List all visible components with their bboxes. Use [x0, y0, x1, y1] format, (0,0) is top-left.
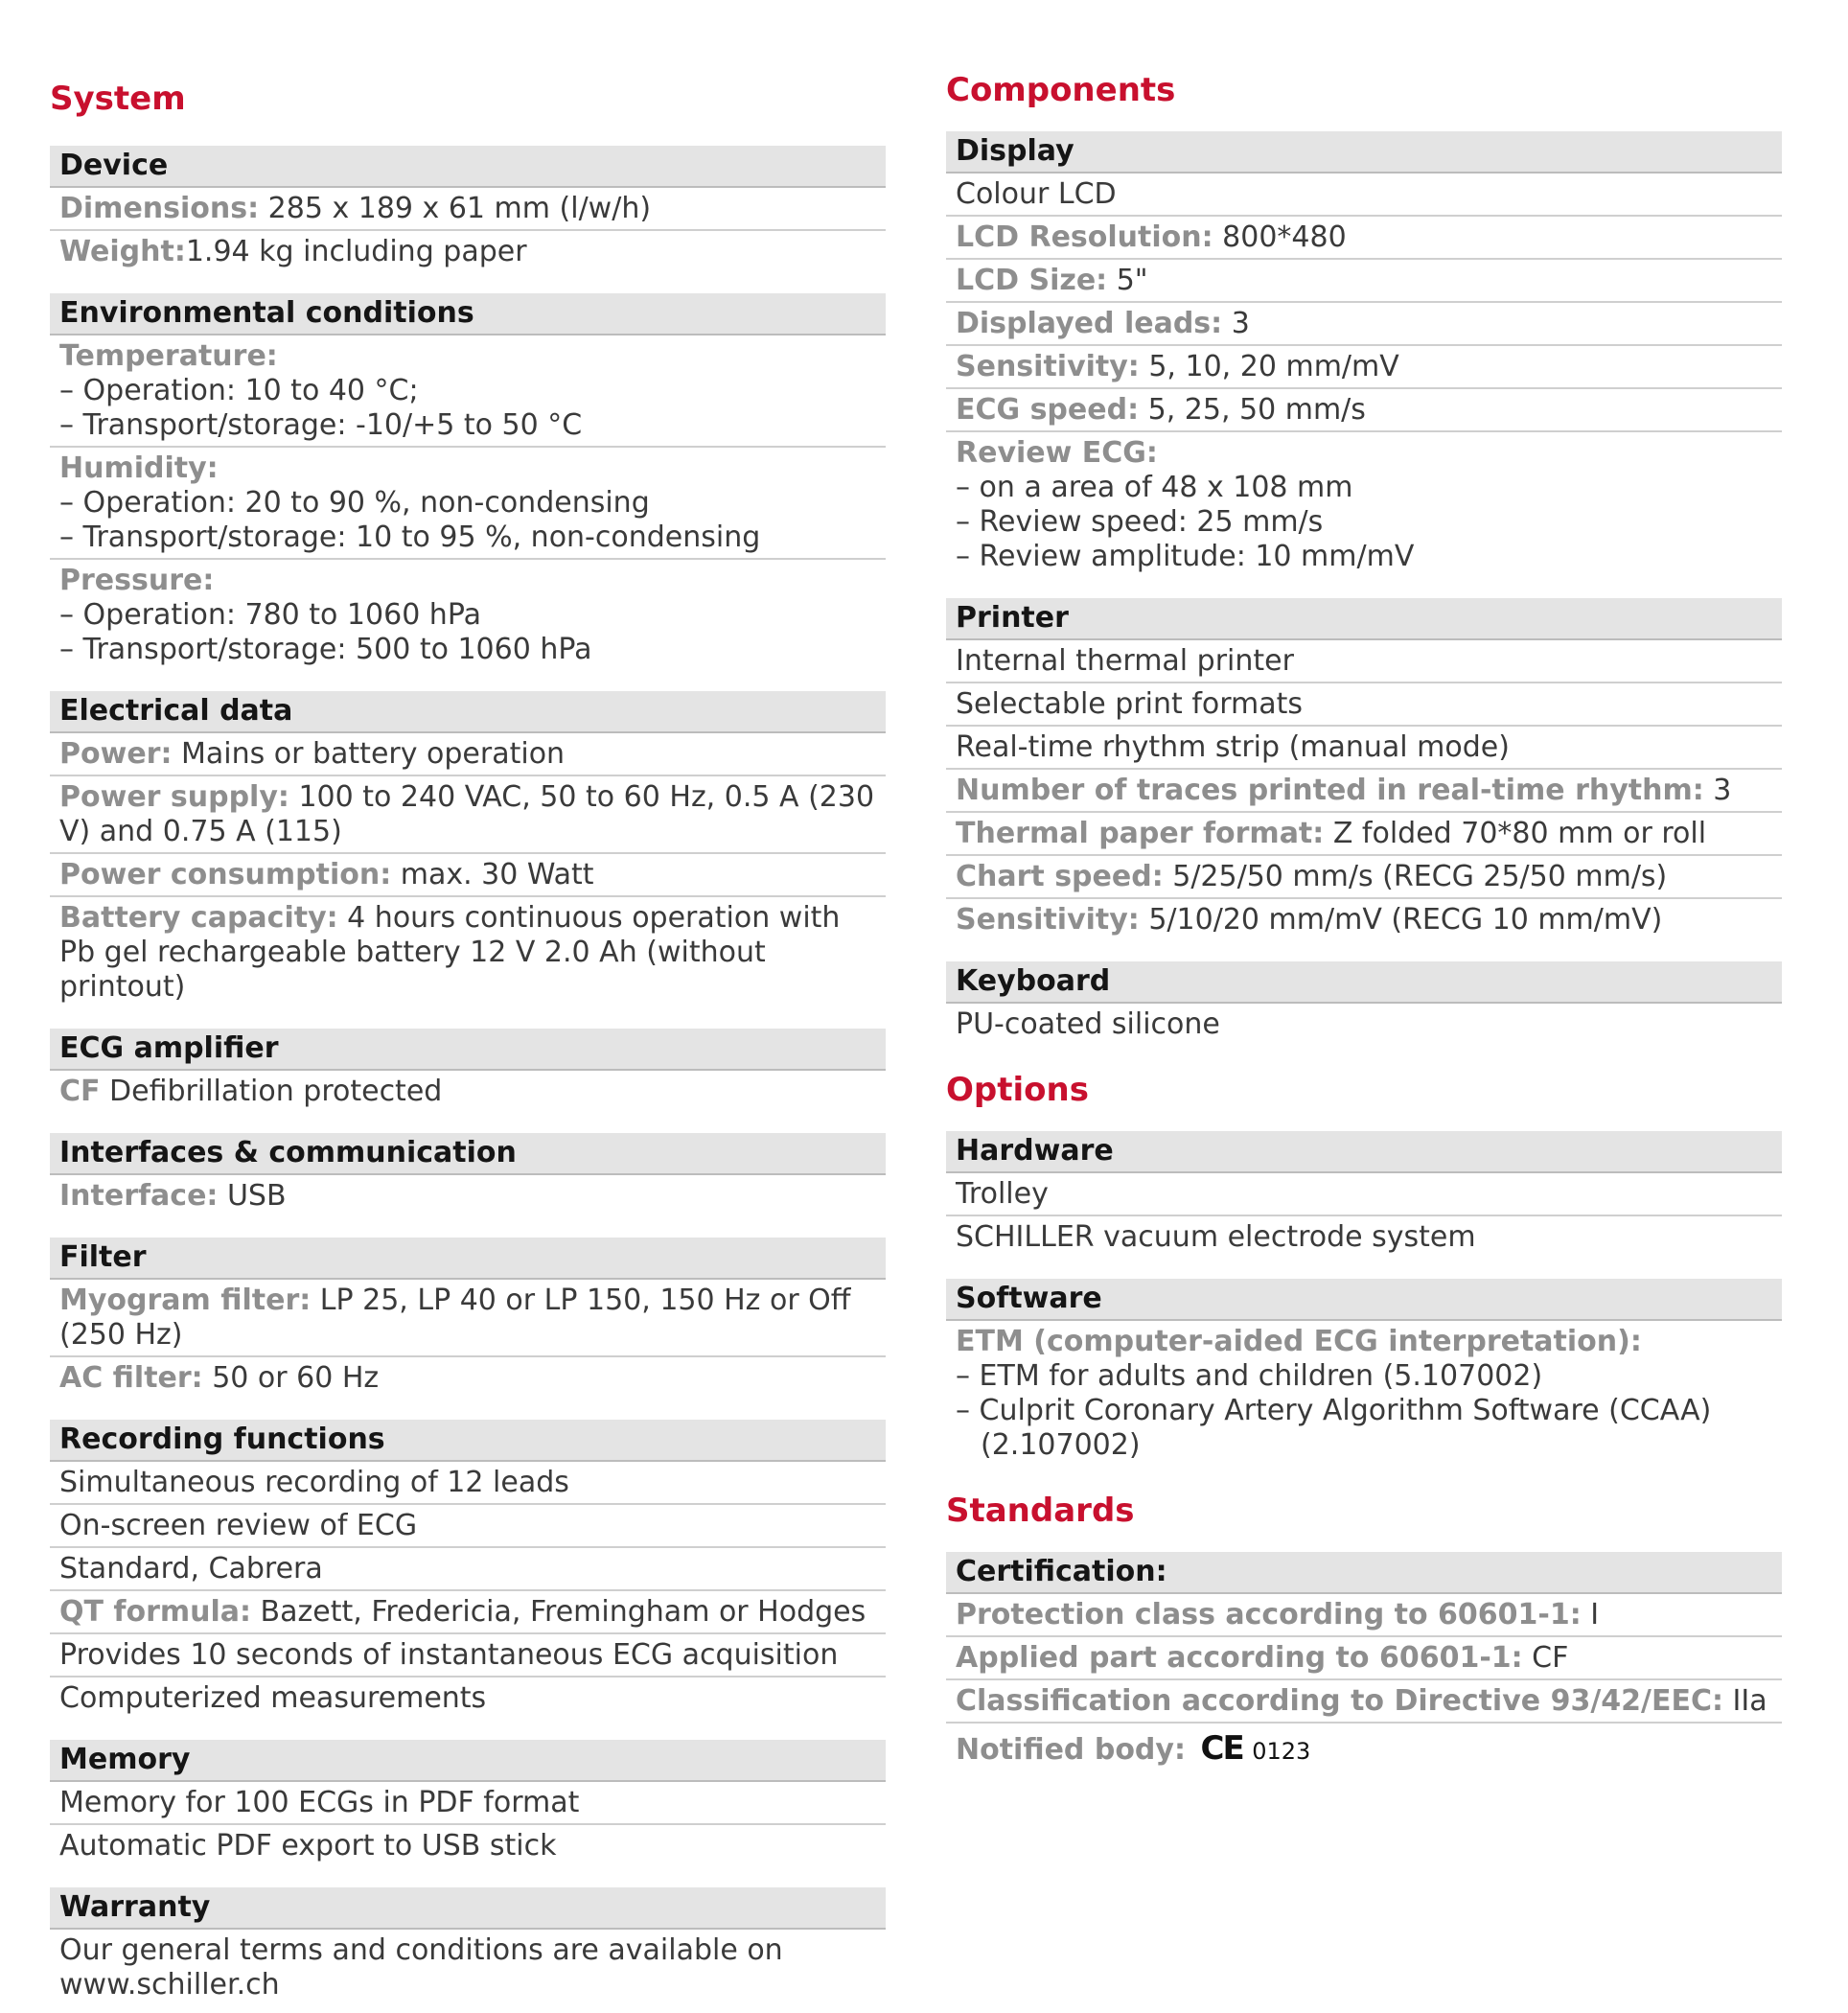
spec-value: 5/25/50 mm/s (RECG 25/50 mm/s) [1163, 860, 1668, 893]
spec-value: – ETM for adults and children (5.107002) [956, 1359, 1543, 1393]
spec-key: Thermal paper format: [956, 817, 1325, 850]
spec-row-battery [50, 897, 886, 1007]
spec-row-resolution [946, 217, 1782, 260]
spec-key: Interface: [59, 1179, 219, 1213]
spec-value: (2.107002) [981, 1428, 1141, 1462]
spec-value: – Transport/storage: 500 to 1060 hPa [59, 633, 592, 666]
spec-value: 3 [1222, 307, 1250, 340]
group-recording [50, 1420, 886, 1719]
spec-row-power-supply [50, 776, 886, 854]
group-hardware [946, 1131, 1782, 1258]
group-display [946, 131, 1782, 577]
spec-key: ETM (computer-aided ECG interpretation): [956, 1325, 1642, 1358]
spec-row-power [50, 733, 886, 776]
group-software [946, 1279, 1782, 1466]
spec-row-weight [50, 231, 886, 272]
spec-row-ecg-speed [946, 389, 1782, 432]
spec-key: LCD Resolution: [956, 220, 1213, 254]
spec-key: Applied part according to 60601-1: [956, 1641, 1523, 1675]
spec-value: 5, 25, 50 mm/s [1139, 393, 1366, 427]
spec-key: Weight: [59, 235, 186, 268]
system-column [50, 0, 886, 2005]
spec-row-traces [946, 770, 1782, 813]
spec-key: AC filter: [59, 1361, 203, 1395]
spec-value: 1.94 kg including paper [185, 235, 527, 268]
group-device [50, 146, 886, 272]
group-head: Printer [946, 598, 1782, 640]
group-head: Memory [50, 1740, 886, 1782]
spec-value: CF [1522, 1641, 1569, 1675]
spec-row-chart-speed [946, 856, 1782, 899]
spec-row: Memory for 100 ECGs in PDF format [50, 1782, 886, 1825]
spec-row-review [946, 432, 1782, 577]
ce-number: 0123 [1252, 1738, 1311, 1765]
spec-row: Trolley [946, 1173, 1782, 1216]
spec-key: Classification according to Directive 93/42/EEC: [956, 1684, 1723, 1718]
spec-row: On-screen review of ECG [50, 1505, 886, 1548]
spec-row: Selectable print formats [946, 683, 1782, 727]
spec-value: 4 hours continuous operation with Pb gel rechargeable battery 12 V 2.0 Ah (without printout) [59, 901, 841, 1004]
spec-row-pressure [50, 560, 886, 670]
spec-row-paper [946, 813, 1782, 856]
group-head: Software [946, 1279, 1782, 1321]
spec-value: 800*480 [1213, 220, 1347, 254]
section-title-components: Components [946, 71, 1176, 109]
group-head: Certification: [946, 1552, 1782, 1594]
section-title-system: System [50, 80, 186, 118]
spec-value: 100 to 240 VAC, 50 to 60 Hz, 0.5 A (230 V) and 0.75 A (115) [59, 780, 875, 848]
group-head: Device [50, 146, 886, 188]
spec-value: – Transport/storage: 10 to 95 %, non-condensing [59, 521, 761, 554]
spec-row-leads [946, 303, 1782, 346]
spec-value: 50 or 60 Hz [202, 1361, 380, 1395]
spec-value: IIa [1722, 1684, 1767, 1718]
spec-row: Simultaneous recording of 12 leads [50, 1462, 886, 1505]
group-head: Hardware [946, 1131, 1782, 1173]
spec-row-classification [946, 1680, 1782, 1724]
spec-row-cf [50, 1071, 886, 1112]
spec-row-interface [50, 1175, 886, 1216]
spec-key: QT formula: [59, 1595, 252, 1629]
spec-key: Sensitivity: [956, 903, 1140, 937]
spec-value: – Review speed: 25 mm/s [956, 505, 1324, 539]
group-ecg-amplifier [50, 1029, 886, 1112]
spec-row: Standard, Cabrera [50, 1548, 886, 1591]
spec-row-applied-part [946, 1637, 1782, 1680]
spec-value: Mains or battery operation [172, 737, 566, 771]
spec-key: Power supply: [59, 780, 289, 814]
group-head: ECG amplifier [50, 1029, 886, 1071]
spec-value: 5, 10, 20 mm/mV [1139, 350, 1399, 383]
spec-value: max. 30 Watt [391, 858, 594, 891]
spec-key: Power: [59, 737, 173, 771]
group-printer [946, 598, 1782, 940]
group-head: Recording functions [50, 1420, 886, 1462]
group-head: Electrical data [50, 691, 886, 733]
spec-value: 5/10/20 mm/mV (RECG 10 mm/mV) [1139, 903, 1663, 937]
spec-row-etm [946, 1321, 1782, 1466]
spec-row-protection [946, 1594, 1782, 1637]
components-column [946, 0, 1782, 1771]
group-head: Keyboard [946, 961, 1782, 1004]
spec-key: Displayed leads: [956, 307, 1223, 340]
spec-key: Dimensions: [59, 192, 260, 225]
spec-row-lcd-size [946, 260, 1782, 303]
ce-mark-icon: CE [1200, 1729, 1243, 1768]
spec-key: Battery capacity: [59, 901, 338, 935]
group-head: Warranty [50, 1887, 886, 1930]
spec-key: CF [59, 1075, 101, 1108]
group-keyboard [946, 961, 1782, 1045]
spec-value: 285 x 189 x 61 mm (l/w/h) [259, 192, 652, 225]
spec-row: Our general terms and conditions are available on www.schiller.ch [59, 1933, 783, 2001]
spec-key: Notified body: [956, 1733, 1186, 1767]
section-title-standards: Standards [946, 1492, 1135, 1530]
group-memory [50, 1740, 886, 1866]
spec-row-dimensions [50, 188, 886, 231]
group-filter [50, 1238, 886, 1399]
group-electrical [50, 691, 886, 1007]
spec-key: Myogram filter: [59, 1284, 312, 1317]
spec-key: Chart speed: [956, 860, 1164, 893]
group-warranty [50, 1887, 886, 2005]
spec-row-myogram [50, 1280, 886, 1357]
group-head: Filter [50, 1238, 886, 1280]
spec-value: Z folded 70*80 mm or roll [1324, 817, 1707, 850]
spec-row-notified-body [946, 1724, 1782, 1771]
spec-key: Number of traces printed in real-time rhythm: [956, 774, 1704, 807]
group-head: Environmental conditions [50, 293, 886, 336]
group-head: Display [946, 131, 1782, 174]
spec-row: PU-coated silicone [956, 1007, 1220, 1041]
spec-key: ECG speed: [956, 393, 1140, 427]
spec-value: I [1581, 1598, 1600, 1631]
spec-value: LP 25, LP 40 or LP 150, 150 Hz or Off (250 Hz) [59, 1284, 851, 1352]
spec-value: USB [218, 1179, 287, 1213]
spec-value: – Review amplitude: 10 mm/mV [956, 540, 1415, 573]
group-environment [50, 293, 886, 670]
section-title-options: Options [946, 1071, 1089, 1109]
spec-value: – Operation: 20 to 90 %, non-condensing [59, 486, 650, 520]
spec-row: Automatic PDF export to USB stick [59, 1829, 557, 1863]
spec-value: – Operation: 10 to 40 °C; [59, 374, 419, 407]
spec-value: – on a area of 48 x 108 mm [956, 471, 1353, 504]
spec-value: – Transport/storage: -10/+5 to 50 °C [59, 408, 583, 442]
spec-row-temperature [50, 336, 886, 448]
spec-value: – Operation: 780 to 1060 hPa [59, 598, 481, 632]
spec-value: Bazett, Fredericia, Fremingham or Hodges [251, 1595, 866, 1629]
spec-row-sensitivity [946, 346, 1782, 389]
spec-value: – Culprit Coronary Artery Algorithm Software (CCAA) [956, 1394, 1712, 1427]
spec-row-print-sensitivity [946, 899, 1782, 940]
spec-key: LCD Size: [956, 264, 1108, 297]
spec-row: Colour LCD [946, 174, 1782, 217]
spec-key: Protection class according to 60601-1: [956, 1598, 1582, 1631]
spec-row: Real-time rhythm strip (manual mode) [946, 727, 1782, 770]
spec-row: Internal thermal printer [946, 640, 1782, 683]
spec-row-power-consumption [50, 854, 886, 897]
spec-row-humidity [50, 448, 886, 560]
group-interfaces [50, 1133, 886, 1216]
spec-row: SCHILLER vacuum electrode system [956, 1220, 1476, 1254]
spec-key: Power consumption: [59, 858, 392, 891]
spec-row-qt [50, 1591, 886, 1634]
spec-key: Sensitivity: [956, 350, 1140, 383]
spec-row: Computerized measurements [59, 1681, 487, 1715]
spec-row-ac-filter [50, 1357, 886, 1399]
group-head: Interfaces & communication [50, 1133, 886, 1175]
group-certification [946, 1552, 1782, 1771]
spec-value: Defibrillation protected [100, 1075, 443, 1108]
spec-key: Humidity: [59, 451, 219, 485]
spec-key: Temperature: [59, 339, 278, 373]
spec-value: 5" [1107, 264, 1148, 297]
spec-value: 3 [1703, 774, 1732, 807]
spec-row: Provides 10 seconds of instantaneous ECG acquisition [50, 1634, 886, 1678]
spec-key: Pressure: [59, 564, 215, 597]
spec-key: Review ECG: [956, 436, 1158, 470]
